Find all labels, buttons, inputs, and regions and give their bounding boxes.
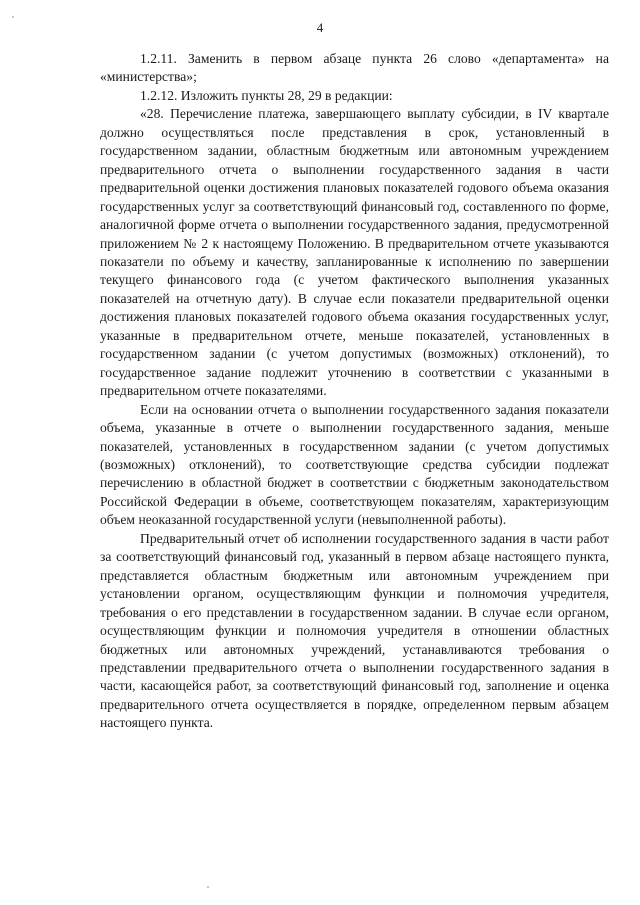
paragraph-1-2-12: 1.2.12. Изложить пункты 28, 29 в редакции: xyxy=(140,87,393,103)
page-number: 4 xyxy=(316,20,324,35)
scan-artifact xyxy=(12,16,14,18)
paragraph-works-report: Предварительный отчет об исполнении государственного задания в части работ за соответствующий финансовый год, указанный в первом абзаце настоящего пункта, представляется областным бюджетным или автономным учреждением при установлении органом, осуществляющим функции и полномочия учредителя, требования о его представлении в государственном задании. В случае если органом, осуществляющим функции и полномочия учредителя в отношении областных бюджетных или автономных учреждений, устанавливаются требования о представлении предварительного отчета о выполнении государственного задания в части, касающейся работ, за соответствующий финансовый год, заполнение и оценка предварительного отчета осуществляется в порядке, определенном первым абзацем настоящего пункта. xyxy=(100,530,609,731)
paragraph-subsidy-return: Если на основании отчета о выполнении государственного задания показатели объема, указанные в отчете о выполнении государственного задания, меньше показателей, установленных в государственном задании (с учетом допустимых (возможных) отклонений), то соответствующие средства субсидии подлежат перечислению в областной бюджет в соответствии с бюджетным законодательством Российской Федерации в объеме, соответствующем показателям, характеризующим объем неоказанной государственной услуги (невыполненной работы). xyxy=(100,401,609,528)
paragraph-point-28: «28. Перечисление платежа, завершающего выплату субсидии, в IV квартале должно осуществляться после представления в срок, установленный в государственном задании, областным бюджетным или автономным учреждением предварительного отчета о выполнении государственного задания в части предварительной оценки достижения плановых показателей годового объема оказания государственных услуг за соответствующий финансовый год, составленного по форме, аналогичной форме отчета о выполнении государственного задания, предусмотренной приложением № 2 к настоящему Положению. В предварительном отчете указываются показатели по объему и качеству, запланированные к исполнению по завершении текущего финансового года (с учетом фактического выполнения указанных показателей на отчетную дату). В случае если показатели предварительной оценки достижения плановых показателей годового объема оказания государственных услуг, указанные в предварительном отчете, меньше показателей, установленных в государственном задании (с учетом допустимых (возможных) отклонений), то государственное задание подлежит уточнению в соответствии с указанными в предварительном отчете показателями. xyxy=(100,106,609,399)
scan-artifact xyxy=(207,886,209,888)
document-body xyxy=(100,50,609,733)
paragraph-1-2-11: 1.2.11. Заменить в первом абзаце пункта 26 слово «департамента» на «министерства»; xyxy=(100,51,609,85)
